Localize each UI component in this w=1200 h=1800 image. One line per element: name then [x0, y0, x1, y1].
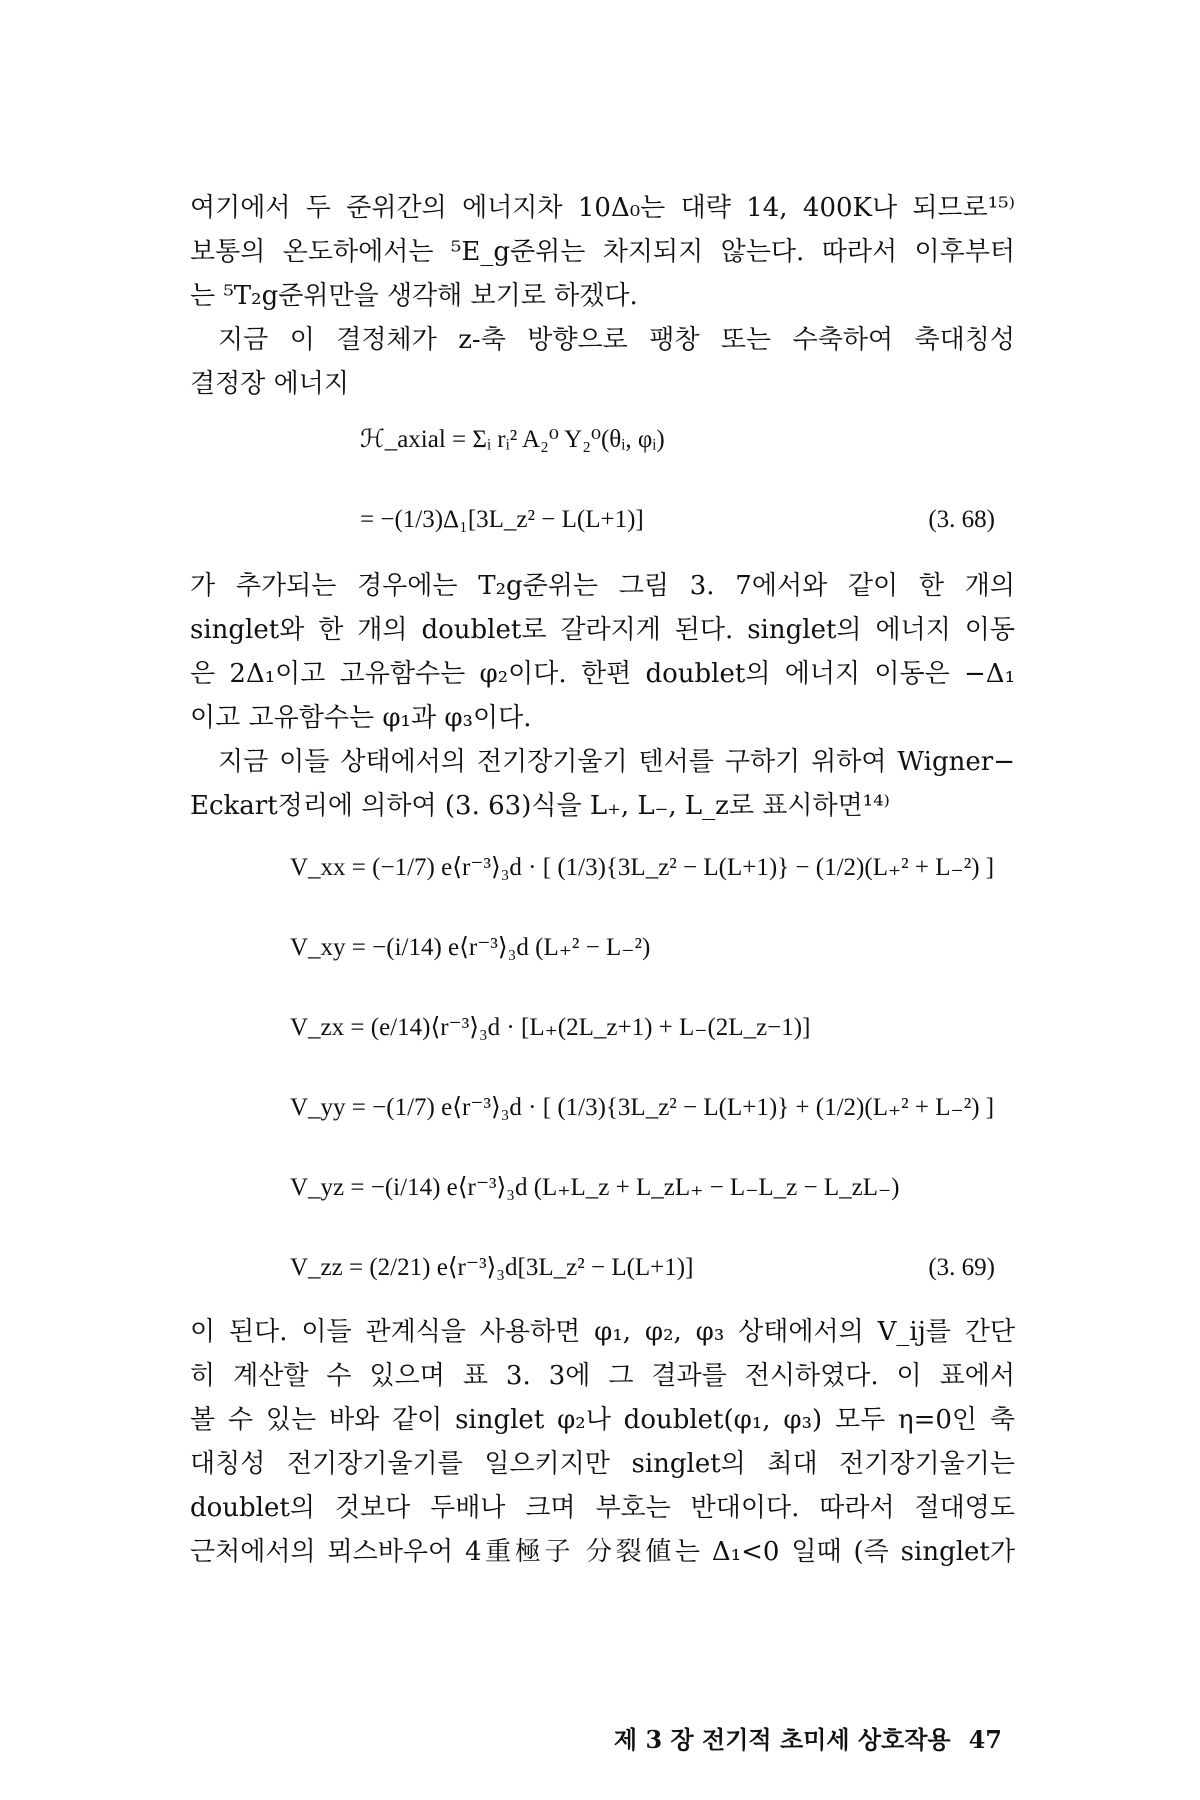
text-line: 볼 수 있는 바와 같이 singlet φ₂나 doublet(φ₁, φ₃) 모두 η=0인 축	[190, 1405, 1015, 1435]
text-line: 히 계산할 수 있으며 표 3. 3에 그 결과를 전시하였다. 이 표에서	[190, 1361, 1015, 1391]
text-line: 지금 이들 상태에서의 전기장기울기 텐서를 구하기 위하여 Wigner−	[218, 747, 1015, 777]
text-line: 지금 이 결정체가 z-축 방향으로 팽창 또는 수축하여 축대칭성	[218, 325, 1015, 355]
text-line: 결정장 에너지	[190, 369, 349, 399]
text-line: Eckart정리에 의하여 (3. 63)식을 L₊, L₋, L_z로 표시하면¹⁴⁾	[190, 791, 890, 821]
text-line: doublet의 것보다 두배나 크며 부호는 반대이다. 따라서 절대영도	[190, 1493, 1015, 1523]
text-line: 는 ⁵T₂g준위만을 생각해 보기로 하겠다.	[190, 281, 638, 311]
equation-axial-energy: = −(1/3)Δ₁[3L_z² − L(L+1)]	[360, 506, 644, 533]
text-line: 은 2Δ₁이고 고유함수는 φ₂이다. 한편 doublet의 에너지 이동은 −Δ₁	[190, 659, 1015, 689]
equation-vyz: V_yz = −(i/14) e⟨r⁻³⟩₃d (L₊L_z + L_zL₊ − L₋L_z − L_zL₋)	[290, 1174, 900, 1201]
equation-vzz: V_zz = (2/21) e⟨r⁻³⟩₃d[3L_z² − L(L+1)]	[290, 1254, 694, 1281]
equation-number: (3. 68)	[928, 506, 995, 533]
chapter-title: 제 3 장 전기적 초미세 상호작용	[613, 1725, 951, 1754]
text-line: 가 추가되는 경우에는 T₂g준위는 그림 3. 7에서와 같이 한 개의	[190, 571, 1015, 601]
equation-vyy: V_yy = −(1/7) e⟨r⁻³⟩₃d · [ (1/3){3L_z² − L(L+1)} + (1/2)(L₊² + L₋²) ]	[290, 1094, 995, 1121]
equation-vzx: V_zx = (e/14)⟨r⁻³⟩₃d · [L₊(2L_z+1) + L₋(2L_z−1)]	[290, 1014, 811, 1041]
text-line: singlet와 한 개의 doublet로 갈라지게 된다. singlet의 에너지 이동	[190, 615, 1015, 645]
page-footer	[614, 1720, 1002, 1755]
equation-axial-hamiltonian: ℋ_axial = Σᵢ rᵢ² A₂⁰ Y₂⁰(θᵢ, φᵢ)	[360, 426, 665, 453]
text-line: 이 된다. 이들 관계식을 사용하면 φ₁, φ₂, φ₃ 상태에서의 V_ij를 간단	[190, 1317, 1015, 1347]
text-line: 이고 고유함수는 φ₁과 φ₃이다.	[190, 703, 532, 733]
equation-vxx: V_xx = (−1/7) e⟨r⁻³⟩₃d · [ (1/3){3L_z² − L(L+1)} − (1/2)(L₊² + L₋²) ]	[290, 854, 995, 881]
text-line: 보통의 온도하에서는 ⁵E_g준위는 차지되지 않는다. 따라서 이후부터	[190, 237, 1015, 267]
equation-vxy: V_xy = −(i/14) e⟨r⁻³⟩₃d (L₊² − L₋²)	[290, 934, 651, 961]
page-number: 47	[968, 1725, 1002, 1754]
text-line: 여기에서 두 준위간의 에너지차 10Δ₀는 대략 14, 400K나 되므로¹⁵⁾	[190, 193, 1015, 223]
equation-number: (3. 69)	[928, 1254, 995, 1281]
text-line: 근처에서의 뫼스바우어 4重極子 分裂値는 Δ₁<0 일때 (즉 singlet가	[190, 1537, 1015, 1567]
text-line: 대칭성 전기장기울기를 일으키지만 singlet의 최대 전기장기울기는	[190, 1449, 1015, 1479]
